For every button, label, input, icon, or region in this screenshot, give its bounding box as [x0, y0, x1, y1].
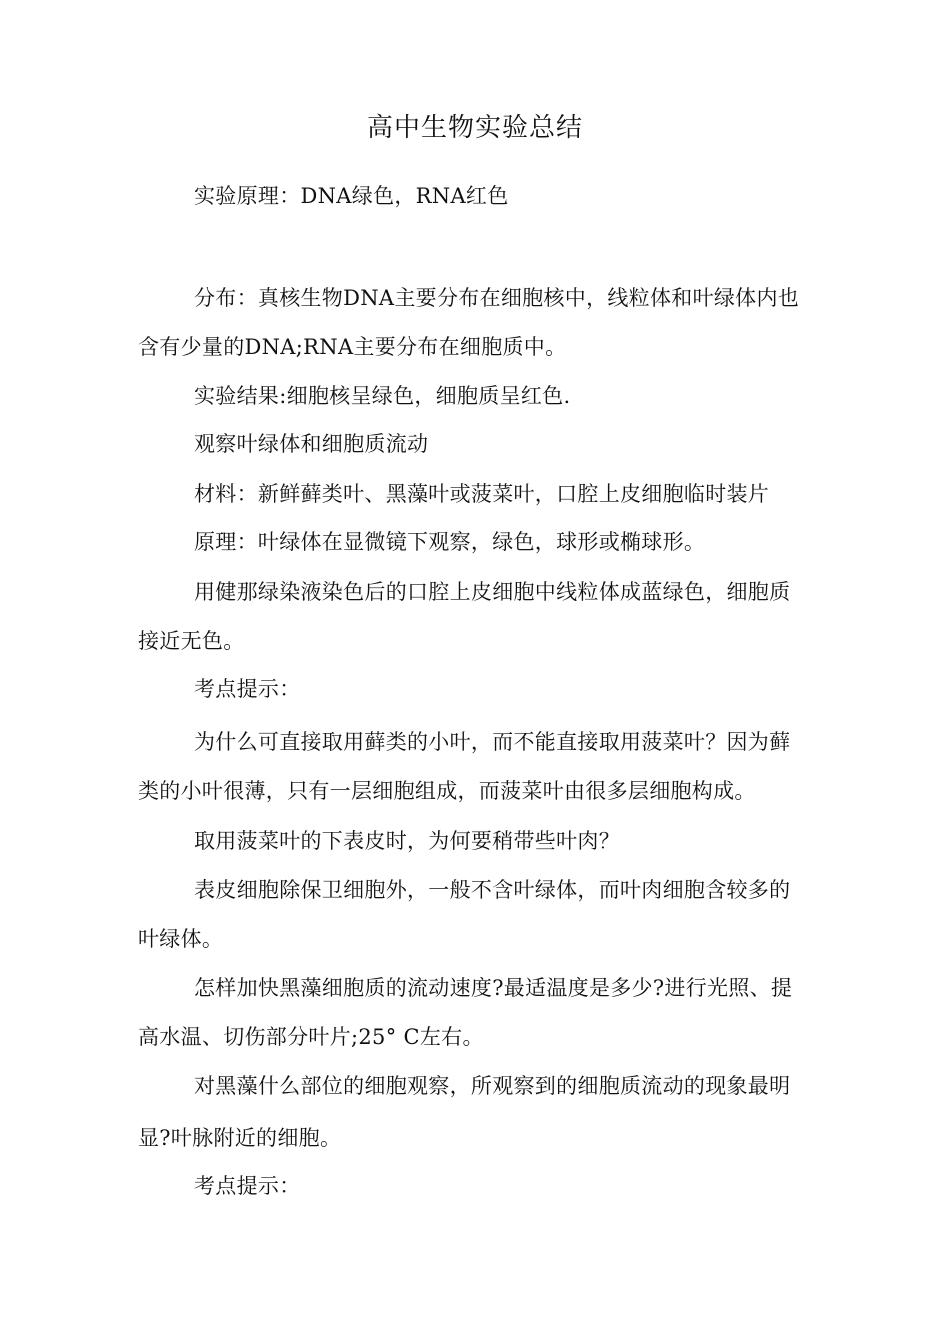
paragraph-spinach-question: 取用菠菜叶的下表皮时，为何要稍带些叶肉？: [194, 829, 620, 853]
paragraph-section-heading: 观察叶绿体和细胞质流动: [194, 432, 429, 456]
document-title: 高中生物实验总结: [366, 113, 583, 143]
paragraph-principle: 实验原理：DNA绿色，RNA红色: [194, 184, 509, 208]
paragraph-janus-green: 用健那绿染液染色后的口腔上皮细胞中线粒体成蓝绿色，细胞质接近无色。: [138, 580, 791, 653]
paragraph-epidermis-answer: 表皮细胞除保卫细胞外，一般不含叶绿体，而叶肉细胞含较多的叶绿体。: [138, 878, 791, 951]
paragraph-hydrilla-location: 对黑藻什么部位的细胞观察，所观察到的细胞质流动的现象最明显?叶脉附近的细胞。: [138, 1074, 791, 1150]
paragraph-distribution: 分布：真核生物DNA主要分布在细胞核中，线粒体和叶绿体内也含有少量的DNA;RNA主要分布在细胞质中。: [138, 286, 800, 359]
paragraph-exam-tips-1: 考点提示：: [194, 677, 301, 701]
paragraph-result: 实验结果:细胞核呈绿色，细胞质呈红色.: [194, 384, 571, 408]
paragraph-hydrilla-speed: 怎样加快黑藻细胞质的流动速度?最适温度是多少?进行光照、提高水温、切伤部分叶片;25° C左右。: [138, 976, 793, 1049]
paragraph-chloroplast-principle: 原理：叶绿体在显微镜下观察，绿色，球形或椭球形。: [194, 530, 706, 554]
paragraph-exam-tips-2: 考点提示：: [194, 1174, 301, 1198]
paragraph-moss-question: 为什么可直接取用藓类的小叶，而不能直接取用菠菜叶？因为藓类的小叶很薄，只有一层细胞组成，而菠菜叶由很多层细胞构成。: [138, 730, 791, 803]
paragraph-materials: 材料：新鲜藓类叶、黑藻叶或菠菜叶，口腔上皮细胞临时装片: [194, 482, 770, 506]
